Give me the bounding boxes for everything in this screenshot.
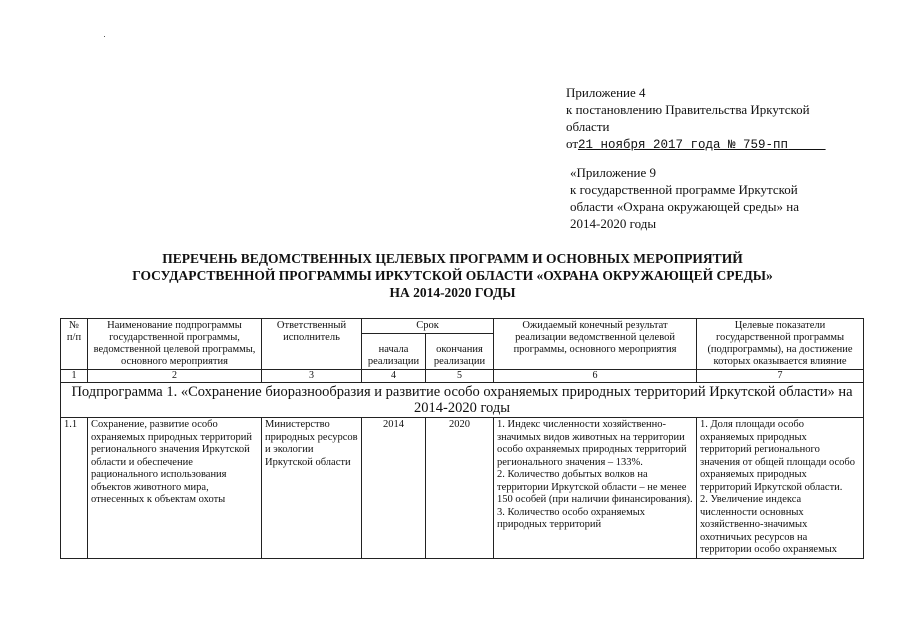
row-executor: Министерство природных ресурсов и экологии Иркутской области [262,418,362,559]
col-number: 7 [697,370,864,383]
col-number: 5 [426,370,494,383]
header-name: Наименование подпрограммы государственной программы, ведомственной целевой программы, основного мероприятия [88,319,262,370]
document-title [50,250,855,301]
header-num: № п/п [61,319,88,370]
row-end: 2020 [426,418,494,559]
row-name: Сохранение, развитие особо охраняемых природных территорий регионального значения Иркутской области и обеспечение рационального использования объектов животного мира, отнесенных к объектам охоты [88,418,262,559]
appendix-header [566,84,866,154]
header-term: Срок [362,319,494,334]
subprogram-title: Подпрограмма 1. «Сохранение биоразнообразия и развитие особо охраняемых природных территорий Иркутской области» на 2014-2020 годы [61,383,864,418]
header-start: начала реализации [362,334,426,370]
appendix2-line-1: «Приложение 9 [570,165,657,180]
title-line-1: ПЕРЕЧЕНЬ ВЕДОМСТВЕННЫХ ЦЕЛЕВЫХ ПРОГРАММ И ОСНОВНЫХ МЕРОПРИЯТИЙ [162,251,743,266]
header-executor: Ответственный исполнитель [262,319,362,370]
subprogram-row [61,383,864,418]
appendix-line-2: к постановлению Правительства Иркутской [566,102,810,117]
row-result [494,418,697,559]
title-line-2: ГОСУДАРСТВЕННОЙ ПРОГРАММЫ ИРКУТСКОЙ ОБЛАСТИ «ОХРАНА ОКРУЖАЮЩЕЙ СРЕДЫ» [132,268,773,283]
header-end: окончания реализации [426,334,494,370]
appendix-line-3: области [566,119,610,134]
appendix2-line-4: 2014-2020 годы [570,216,657,231]
appendix2-line-2: к государственной программе Иркутской [570,182,798,197]
col-number: 6 [494,370,697,383]
col-number: 2 [88,370,262,383]
result-item-2: 2. Количество добытых волков на территории Иркутской области – не менее 150 особей (при наличии финансирования). [497,469,693,505]
col-number: 1 [61,370,88,383]
row-indicators [697,418,864,559]
indicator-item-1: 1. Доля площади особо охраняемых природных территорий регионального значения от общей площади особо охраняемых природных территорий Иркутской области. [700,419,856,493]
programs-table [60,318,864,559]
title-line-3: НА 2014-2020 ГОДЫ [389,285,516,300]
decree-date: 21 ноября 2017 года № 759-пп [578,138,789,152]
col-number: 4 [362,370,426,383]
appendix2-line-3: области «Охрана окружающей среды» на [570,199,799,214]
appendix-9-header [570,164,860,232]
appendix-date-line [566,135,866,154]
result-item-1: 1. Индекс численности хозяйственно-значимых видов животных на территории особо охраняемых природных территорий регионального значения – 133%. [497,419,687,468]
header-result: Ожидаемый конечный результат реализации ведомственной целевой программы, основного мероприятия [494,319,697,370]
appendix-line-1: Приложение 4 [566,85,646,100]
header-row-1 [61,319,864,334]
header-indicators: Целевые показатели государственной программы (подпрограммы), на достижение которых оказывается влияние [697,319,864,370]
column-numbers-row [61,370,864,383]
date-prefix: от [566,136,579,151]
scan-speck [104,36,105,37]
table-row [61,418,864,559]
row-start: 2014 [362,418,426,559]
result-item-3: 3. Количество особо охраняемых природных территорий [497,506,646,530]
col-number: 3 [262,370,362,383]
indicator-item-2: 2. Увеличение индекса численности основных хозяйственно-значимых охотничьих ресурсов на территории особо охраняемых [700,494,838,555]
row-num: 1.1 [61,418,88,559]
